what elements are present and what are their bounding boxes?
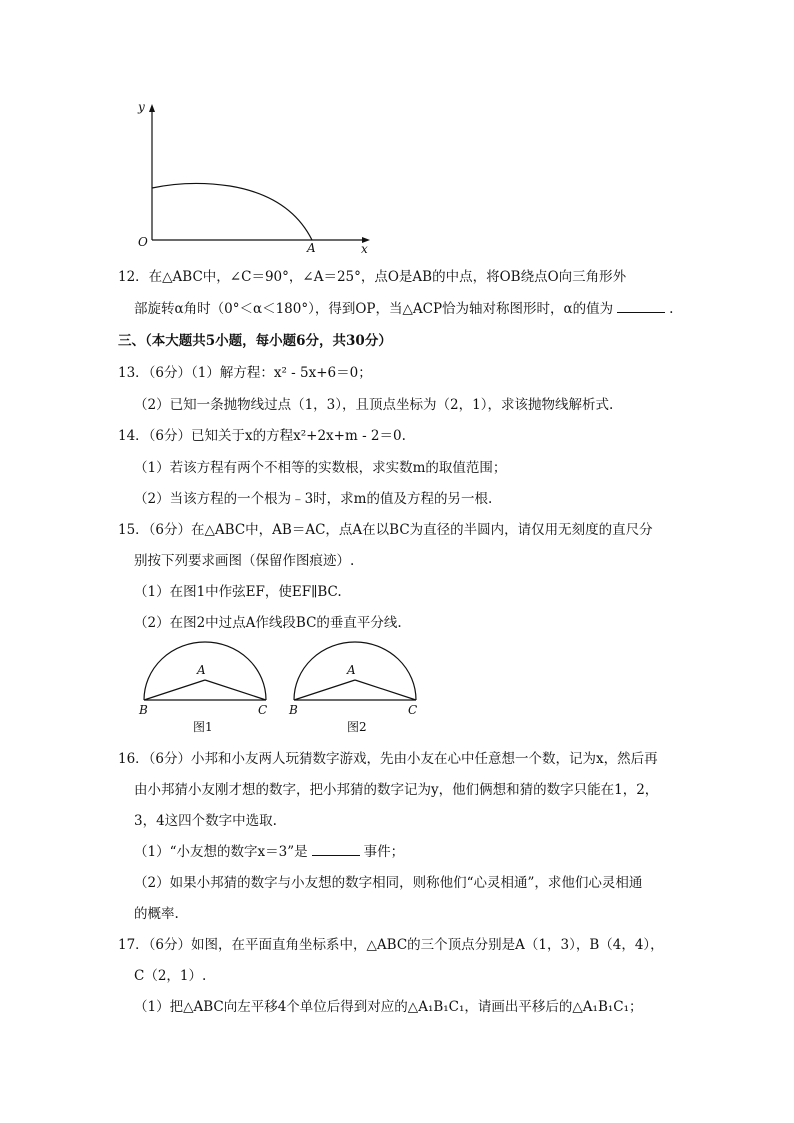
curve-arc bbox=[152, 183, 312, 240]
point-a-label: A bbox=[307, 241, 316, 255]
q14-line2: （1）若该方程有两个不相等的实数根，求实数m的取值范围； bbox=[134, 460, 507, 476]
q16-line6: 的概率. bbox=[134, 906, 179, 922]
q15-line3: （1）在图1中作弦EF，使EF∥BC. bbox=[134, 584, 342, 600]
q17-line2: C（2，1）. bbox=[134, 968, 207, 984]
q14-line1: 14．（6分）已知关于x的方程x²+2x+m - 2＝0. bbox=[118, 428, 406, 444]
q12-answer-blank bbox=[617, 300, 665, 313]
q13-line1: 13．（6分）（1）解方程：x² - 5x+6＝0； bbox=[118, 365, 372, 381]
q15-line1: 15．（6分）在△ABC中，AB＝AC，点A在以BC为直径的半圆内，请仅用无刻度的直尺分 bbox=[118, 522, 653, 538]
q15-line2: 别按下列要求画图（保留作图痕迹）. bbox=[134, 553, 355, 569]
q16-line4 bbox=[134, 843, 404, 861]
q17-line3: （1）把△ABC向左平移4个单位后得到对应的△A₁B₁C₁，请画出平移后的△A₁B₁C₁； bbox=[134, 999, 643, 1015]
fig1-point-c: C bbox=[258, 703, 268, 717]
q13-line2: （2）已知一条抛物线过点（1，3），且顶点坐标为（2，1），求该抛物线解析式. bbox=[134, 397, 614, 413]
q16-answer-blank bbox=[312, 843, 360, 856]
q12-line2-end: . bbox=[669, 301, 674, 317]
origin-label: O bbox=[138, 235, 148, 249]
q12-line2 bbox=[134, 300, 673, 318]
fig2-point-c: C bbox=[408, 703, 418, 717]
fig2-point-b: B bbox=[289, 703, 298, 717]
segment-ab-2 bbox=[294, 680, 355, 700]
segment-ab-1 bbox=[144, 680, 205, 700]
fig2-caption: 图2 bbox=[347, 720, 367, 734]
segment-ac-2 bbox=[355, 680, 416, 700]
x-axis-label: x bbox=[361, 242, 368, 256]
fig2-point-a: A bbox=[347, 663, 356, 677]
q16-line4-end: 事件； bbox=[363, 844, 405, 860]
y-axis-label: y bbox=[138, 100, 145, 114]
segment-ac-1 bbox=[205, 680, 266, 700]
q16-line4-text: （1）“小友想的数字x＝3”是 bbox=[134, 844, 308, 860]
fig1-caption: 图1 bbox=[193, 720, 213, 734]
section-three-heading: 三、（本大题共5小题，每小题6分，共30分） bbox=[118, 333, 392, 349]
q16-line3: 3，4这四个数字中选取. bbox=[134, 813, 277, 829]
y-axis-arrow bbox=[149, 104, 155, 112]
q12-line1: 12．在△ABC中，∠C＝90°，∠A＝25°，点O是AB的中点，将OB绕点O向三角形外 bbox=[118, 269, 627, 285]
q15-line4: （2）在图2中过点A作线段BC的垂直平分线. bbox=[134, 615, 402, 631]
fig1-point-b: B bbox=[139, 703, 148, 717]
axes-figure bbox=[130, 100, 380, 260]
q12-line2-text: 部旋转α角时（0°＜α＜180°），得到OP，当△ACP恰为轴对称图形时，α的值为 bbox=[134, 301, 614, 317]
q16-line1: 16．（6分）小邦和小友两人玩猜数字游戏，先由小友在心中任意想一个数，记为x，然后再 bbox=[118, 751, 658, 767]
q17-line1: 17．（6分）如图，在平面直角坐标系中，△ABC的三个顶点分别是A（1，3），B（4，4）， bbox=[118, 937, 664, 953]
q16-line5: （2）如果小邦猜的数字与小友想的数字相同，则称他们“心灵相通”，求他们心灵相通 bbox=[134, 875, 643, 891]
fig1-point-a: A bbox=[197, 663, 206, 677]
q14-line3: （2）当该方程的一个根为﹣3时，求m的值及方程的另一根. bbox=[134, 491, 493, 507]
q16-line2: 由小邦猜小友刚才想的数字，把小邦猜的数字记为y，他们俩想和猜的数字只能在1，2， bbox=[134, 782, 659, 798]
